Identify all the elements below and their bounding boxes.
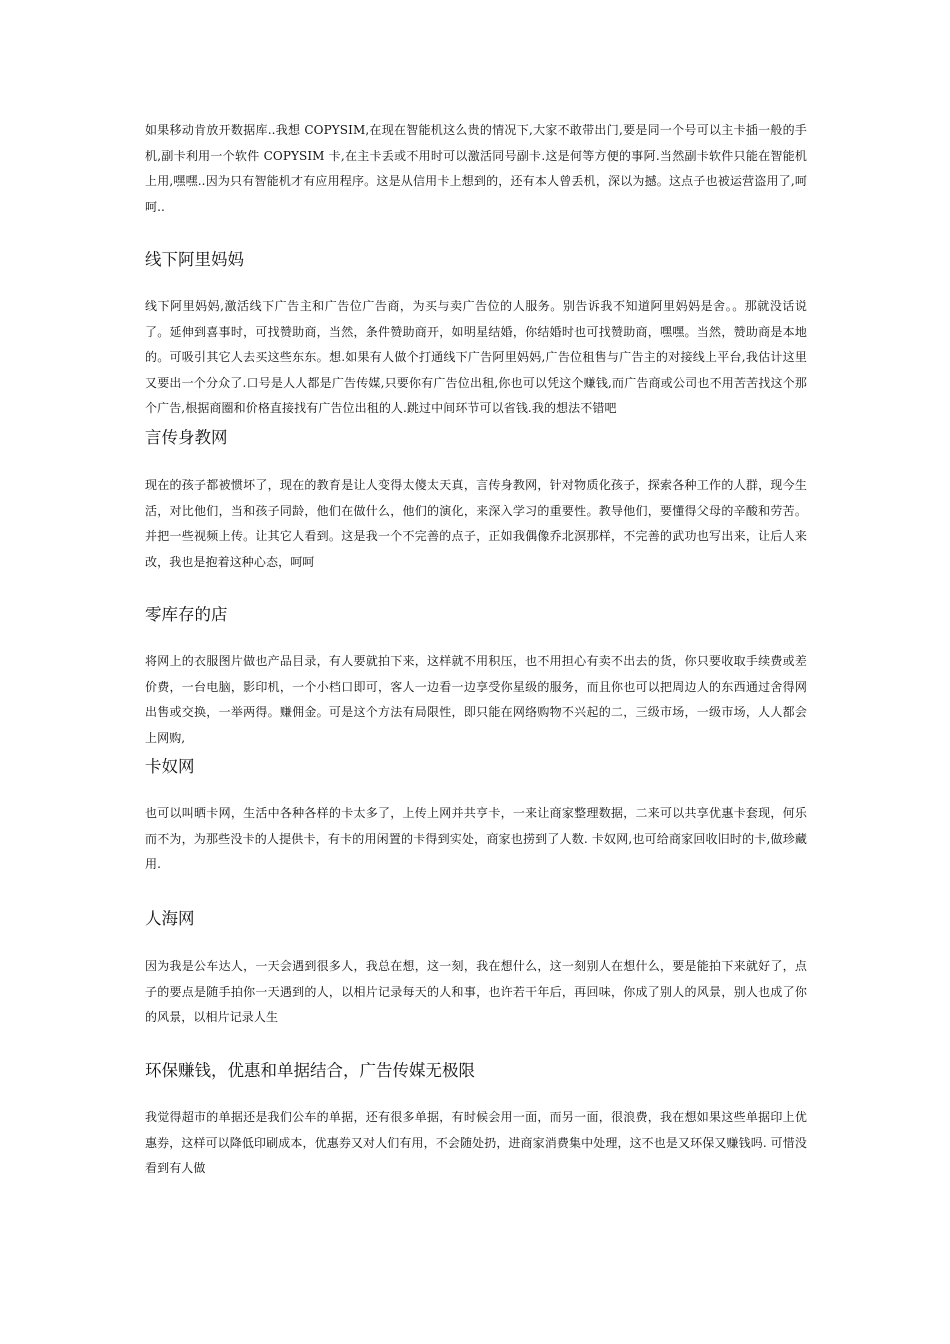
section-heading-offline-alimama: 线下阿里妈妈	[145, 250, 244, 269]
intro-paragraph: 如果移动肯放开数据库..我想 COPYSIM,在现在智能机这么贵的情况下,大家不敢带出门,要是同一个号可以主卡插一般的手机,副卡利用一个软件 COPYSIM 卡,在主卡丢或不用时可以激活同号副卡.这是何等方便的事阿.当然副卡软件只能在智能机上用,嘿嘿..因为只有智能机才有应用程序。这是从信用卡上想到的，还有本人曾丢机，深以为撼。这点子也被运营盗用了,呵呵..	[145, 123, 807, 214]
section-heading-card-net: 卡奴网	[145, 757, 195, 776]
section-heading-crowd-net: 人海网	[145, 909, 195, 928]
section-heading-teaching-net: 言传身教网	[145, 428, 228, 447]
section-body-crowd-net: 因为我是公车达人，一天会遇到很多人，我总在想，这一刻，我在想什么，这一刻别人在想什么，要是能拍下来就好了，点子的要点是随手拍你一天遇到的人，以相片记录每天的人和事，也许若干年后，再回味，你成了别人的风景，别人也成了你的风景，以相片记录人生	[145, 959, 807, 1024]
section-body-card-net: 也可以叫晒卡网，生活中各种各样的卡太多了，上传上网并共亨卡，一来让商家整理数据，二来可以共享优惠卡套现，何乐而不为，为那些没卡的人提供卡，有卡的用闲置的卡得到实处，商家也捞到了人数. 卡奴网,也可给商家回收旧时的卡,做珍藏用.	[145, 806, 807, 871]
section-body-zero-inventory-store: 将网上的衣服图片做也产品目录，有人要就拍下来，这样就不用积压，也不用担心有卖不出去的货，你只要收取手续费或差价费，一台电脑，影印机，一个小档口即可，客人一边看一边享受你星级的服务，而且你也可以把周边人的东西通过舍得网出售或交换，一举两得。赚佣金。可是这个方法有局限性，即只能在网络购物不兴起的二，三级市场，一级市场，人人都会上网购,	[145, 654, 807, 745]
section-heading-zero-inventory-store: 零库存的店	[145, 605, 228, 624]
section-body-offline-alimama: 线下阿里妈妈,激活线下广告主和广告位广告商，为买与卖广告位的人服务。别告诉我不知道阿里妈妈是舍。。那就没话说了。延伸到喜事时，可找赞助商，当然，条件赞助商开，如明星结婚，你结婚时也可找赞助商，嘿嘿。当然，赞助商是本地的。可吸引其它人去买这些东东。想.如果有人做个打通线下广告阿里妈妈,广告位租售与广告主的对接线上平台,我估计这里又要出一个分众了.口号是人人都是广告传媒,只要你有广告位出租,你也可以凭这个赚钱,而广告商或公司也不用苦苦找这个那个广告,根据商圈和价格直接找有广告位出租的人.跳过中间环节可以省钱.我的想法不错吧	[145, 299, 807, 415]
section-heading-eco-ads: 环保赚钱，优惠和单据结合，广告传媒无极限	[145, 1061, 475, 1080]
section-body-eco-ads: 我觉得超市的单据还是我们公车的单据，还有很多单据，有时候会用一面，而另一面，很浪费，我在想如果这些单据印上优惠券，这样可以降低印刷成本，优惠券又对人们有用，不会随处扔，进商家消费集中处理，这不也是又环保又赚钱吗. 可惜没看到有人做	[145, 1110, 807, 1175]
section-body-teaching-net: 现在的孩子都被惯坏了，现在的教育是让人变得太傻太天真，言传身教网，针对物质化孩子，探索各种工作的人群，现今生活，对比他们，当和孩子同龄，他们在做什么，他们的演化，来深入学习的重要性。教导他们，要懂得父母的辛酸和劳苦。并把一些视频上传。让其它人看到。这是我一个不完善的点子，正如我偶像乔北溟那样，不完善的武功也写出来，让后人来改，我也是抱着这种心态，呵呵	[145, 478, 807, 569]
